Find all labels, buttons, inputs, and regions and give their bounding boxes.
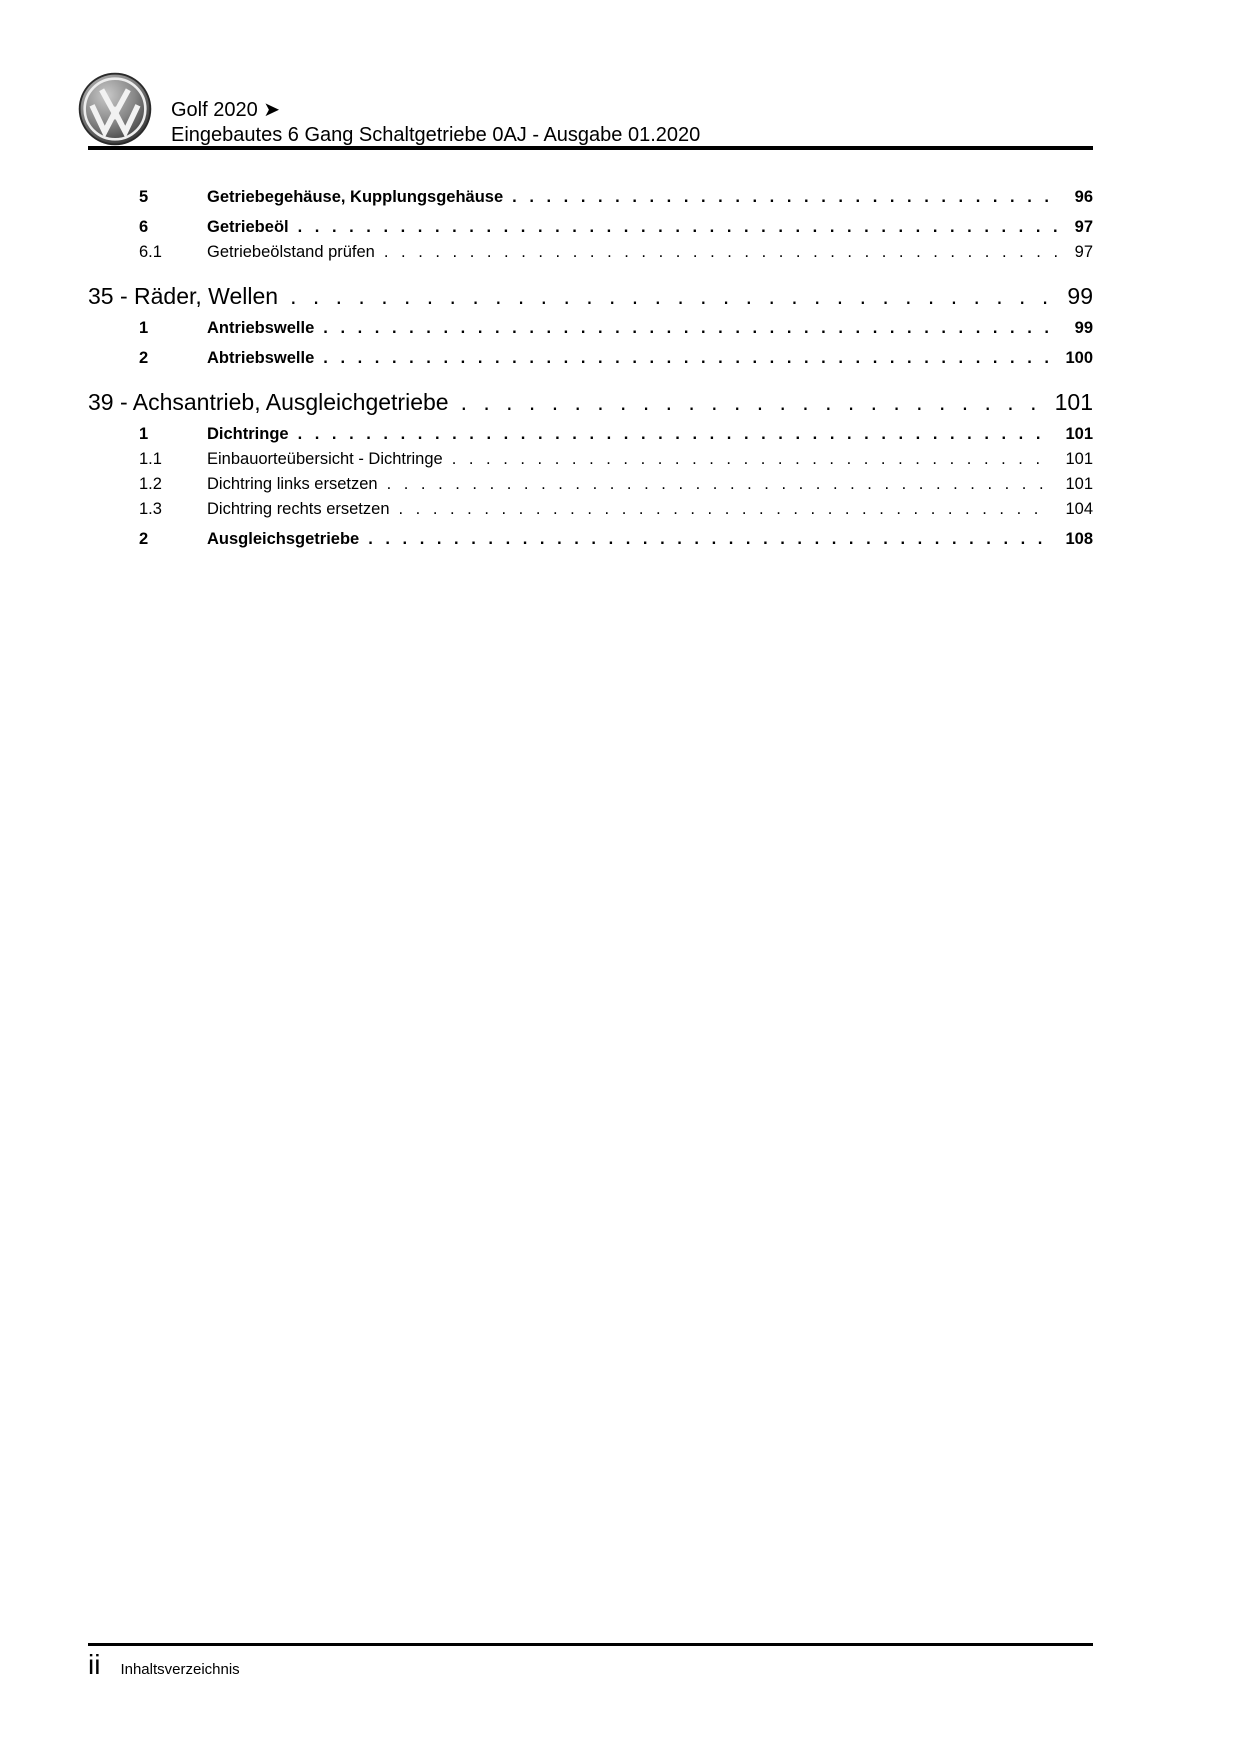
toc-entry-page: 101 [1065, 425, 1093, 443]
toc-entry-title: Getriebegehäuse, Kupplungsgehäuse [207, 188, 504, 206]
toc-entry [88, 240, 1093, 265]
dot-leader [390, 497, 1050, 522]
toc-entry-title: Getriebeölstand prüfen [207, 243, 375, 261]
dot-leader [375, 240, 1059, 265]
toc-entry-number: 6 [139, 218, 149, 236]
dot-leader [289, 422, 1050, 447]
toc-entry-page: 101 [1065, 450, 1093, 468]
toc-entry [88, 497, 1093, 522]
footer-page-number: ii [88, 1649, 101, 1680]
toc-entry-page: 101 [1065, 475, 1093, 493]
toc-chapter-page: 99 [1067, 283, 1093, 309]
toc-entry-number: 2 [139, 530, 149, 548]
footer-section-label: Inhaltsverzeichnis [120, 1661, 240, 1678]
vw-logo-icon [78, 72, 152, 146]
dot-leader [378, 472, 1050, 497]
toc-entry-page: 96 [1074, 188, 1093, 206]
dot-leader [314, 346, 1049, 371]
toc-entry-number: 1 [139, 425, 149, 443]
toc-entry-title: Dichtringe [207, 425, 289, 443]
toc-entry-title: Antriebswelle [207, 319, 315, 337]
toc-entry-number: 1.2 [139, 475, 162, 493]
toc-chapter-page: 101 [1054, 389, 1093, 415]
toc-entry [88, 185, 1093, 210]
toc-entry-title: Ausgleichsgetriebe [207, 530, 360, 548]
toc-entry-number: 1 [139, 319, 149, 337]
toc-chapter-heading [88, 281, 1093, 311]
toc-entry-number: 5 [139, 188, 149, 206]
dot-leader [443, 447, 1050, 472]
toc-entry [88, 472, 1093, 497]
toc-entry-number: 6.1 [139, 243, 162, 261]
toc-entry-page: 97 [1074, 218, 1093, 236]
toc-entry-page: 108 [1065, 530, 1093, 548]
toc-entry-title: Dichtring rechts ersetzen [207, 500, 390, 518]
toc-entry-page: 100 [1065, 349, 1093, 367]
toc-entry-title: Dichtring links ersetzen [207, 475, 378, 493]
page-footer [88, 1648, 240, 1682]
toc-entry [88, 346, 1093, 371]
toc-entry [88, 447, 1093, 472]
toc-chapter-heading [88, 387, 1093, 417]
toc-entry-page: 99 [1074, 319, 1093, 337]
header-title-line: Eingebautes 6 Gang Schaltgetriebe 0AJ - Ausgabe 01.2020 [171, 124, 701, 146]
table-of-contents [88, 180, 1093, 552]
dot-leader [449, 387, 1039, 417]
toc-entry-title: Einbauorteübersicht - Dichtringe [207, 450, 443, 468]
document-header [171, 98, 700, 148]
toc-entry [88, 527, 1093, 552]
footer-divider [88, 1643, 1093, 1646]
header-model-line: Golf 2020 ➤ [171, 99, 281, 121]
toc-entry-title: Abtriebswelle [207, 349, 315, 367]
toc-chapter-title: 39 - Achsantrieb, Ausgleichgetriebe [88, 389, 449, 415]
toc-entry-title: Getriebeöl [207, 218, 289, 236]
header-divider [88, 146, 1093, 150]
toc-entry [88, 422, 1093, 447]
toc-chapter-title: 35 - Räder, Wellen [88, 283, 279, 309]
toc-entry [88, 215, 1093, 240]
toc-entry-number: 1.3 [139, 500, 162, 518]
toc-entry-page: 104 [1065, 500, 1093, 518]
dot-leader [278, 281, 1051, 311]
toc-entry [88, 316, 1093, 341]
toc-entry-number: 1.1 [139, 450, 162, 468]
toc-entry-number: 2 [139, 349, 149, 367]
dot-leader [289, 215, 1059, 240]
dot-leader [359, 527, 1049, 552]
dot-leader [314, 316, 1058, 341]
toc-entry-page: 97 [1074, 243, 1093, 261]
dot-leader [503, 185, 1058, 210]
